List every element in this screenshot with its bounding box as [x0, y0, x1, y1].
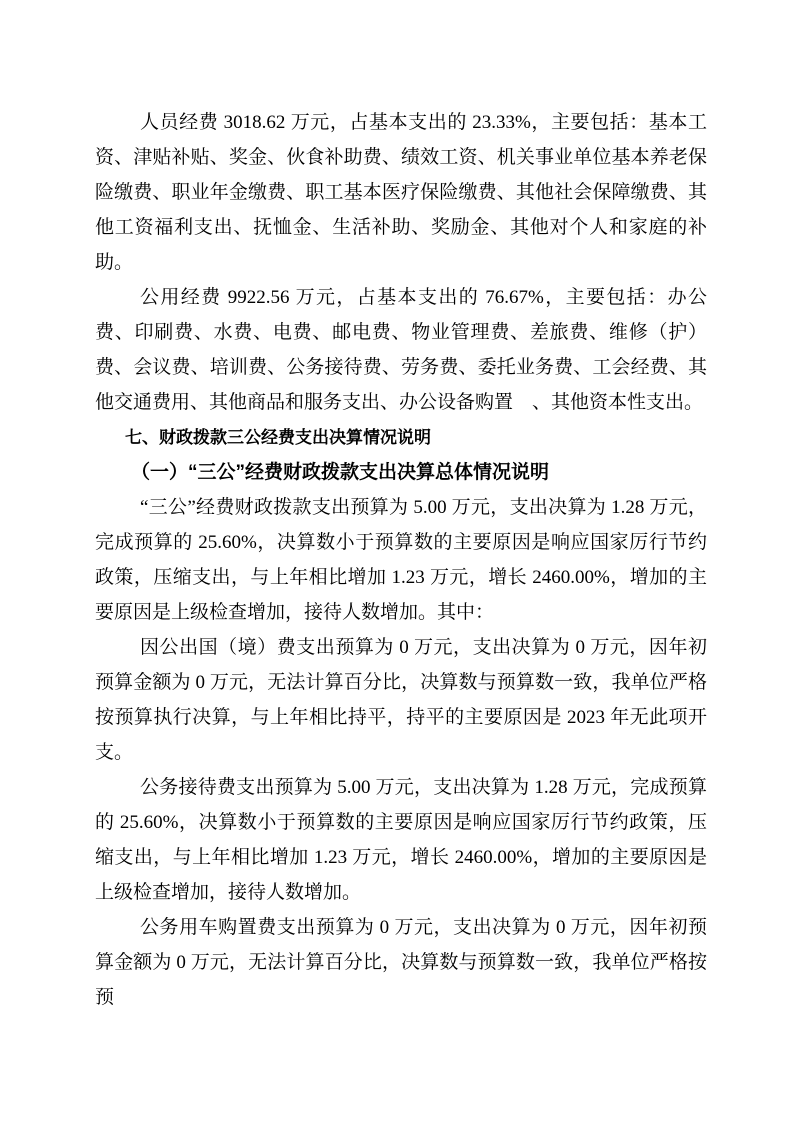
paragraph-official-reception: 公务接待费支出预算为 5.00 万元，支出决算为 1.28 万元，完成预算的 25.60%，决算数小于预算数的主要原因是响应国家厉行节约政策，压缩支出，与上年相比增加 1.23 万元，增长 2460.00%，增加的主要原因是上级检查增加，接待人数增加。	[95, 777, 707, 903]
paragraph-vehicle-purchase: 公务用车购置费支出预算为 0 万元，支出决算为 0 万元，因年初预算金额为 0 万元，无法计算百分比，决算数与预算数一致，我单位严格按预	[95, 917, 707, 1008]
paragraph-public-expenses: 公用经费 9922.56 万元，占基本支出的 76.67%，主要包括：办公费、印刷费、水费、电费、邮电费、物业管理费、差旅费、维修（护）费、会议费、培训费、公务接待费、劳务费、委托业务费、工会经费、其他交通费用、其他商品和服务支出、办公设备购置 、其他资本性支出。	[95, 287, 707, 413]
paragraph-overseas-travel: 因公出国（境）费支出预算为 0 万元，支出决算为 0 万元，因年初预算金额为 0 万元，无法计算百分比，决算数与预算数一致，我单位严格按预算执行决算，与上年相比持平，持平的主要原因是 2023 年无此项开支。	[95, 637, 707, 763]
paragraph-personnel-expenses: 人员经费 3018.62 万元，占基本支出的 23.33%，主要包括：基本工资、津贴补贴、奖金、伙食补助费、绩效工资、机关事业单位基本养老保险缴费、职业年金缴费、职工基本医疗保险缴费、其他社会保障缴费、其他工资福利支出、抚恤金、生活补助、奖励金、其他对个人和家庭的补助。	[95, 112, 707, 273]
subsection-heading-one: （一）“三公”经费财政拨款支出决算总体情况说明	[131, 462, 550, 483]
paragraph-three-public-overview: “三公”经费财政拨款支出预算为 5.00 万元，支出决算为 1.28 万元，完成预算的 25.60%，决算数小于预算数的主要原因是响应国家厉行节约政策，压缩支出，与上年相比增加 1.23 万元，增长 2460.00%，增加的主要原因是上级检查增加，接待人数增加。其中：	[95, 497, 707, 623]
section-heading-seven: 七、财政拨款三公经费支出决算情况说明	[125, 428, 431, 447]
